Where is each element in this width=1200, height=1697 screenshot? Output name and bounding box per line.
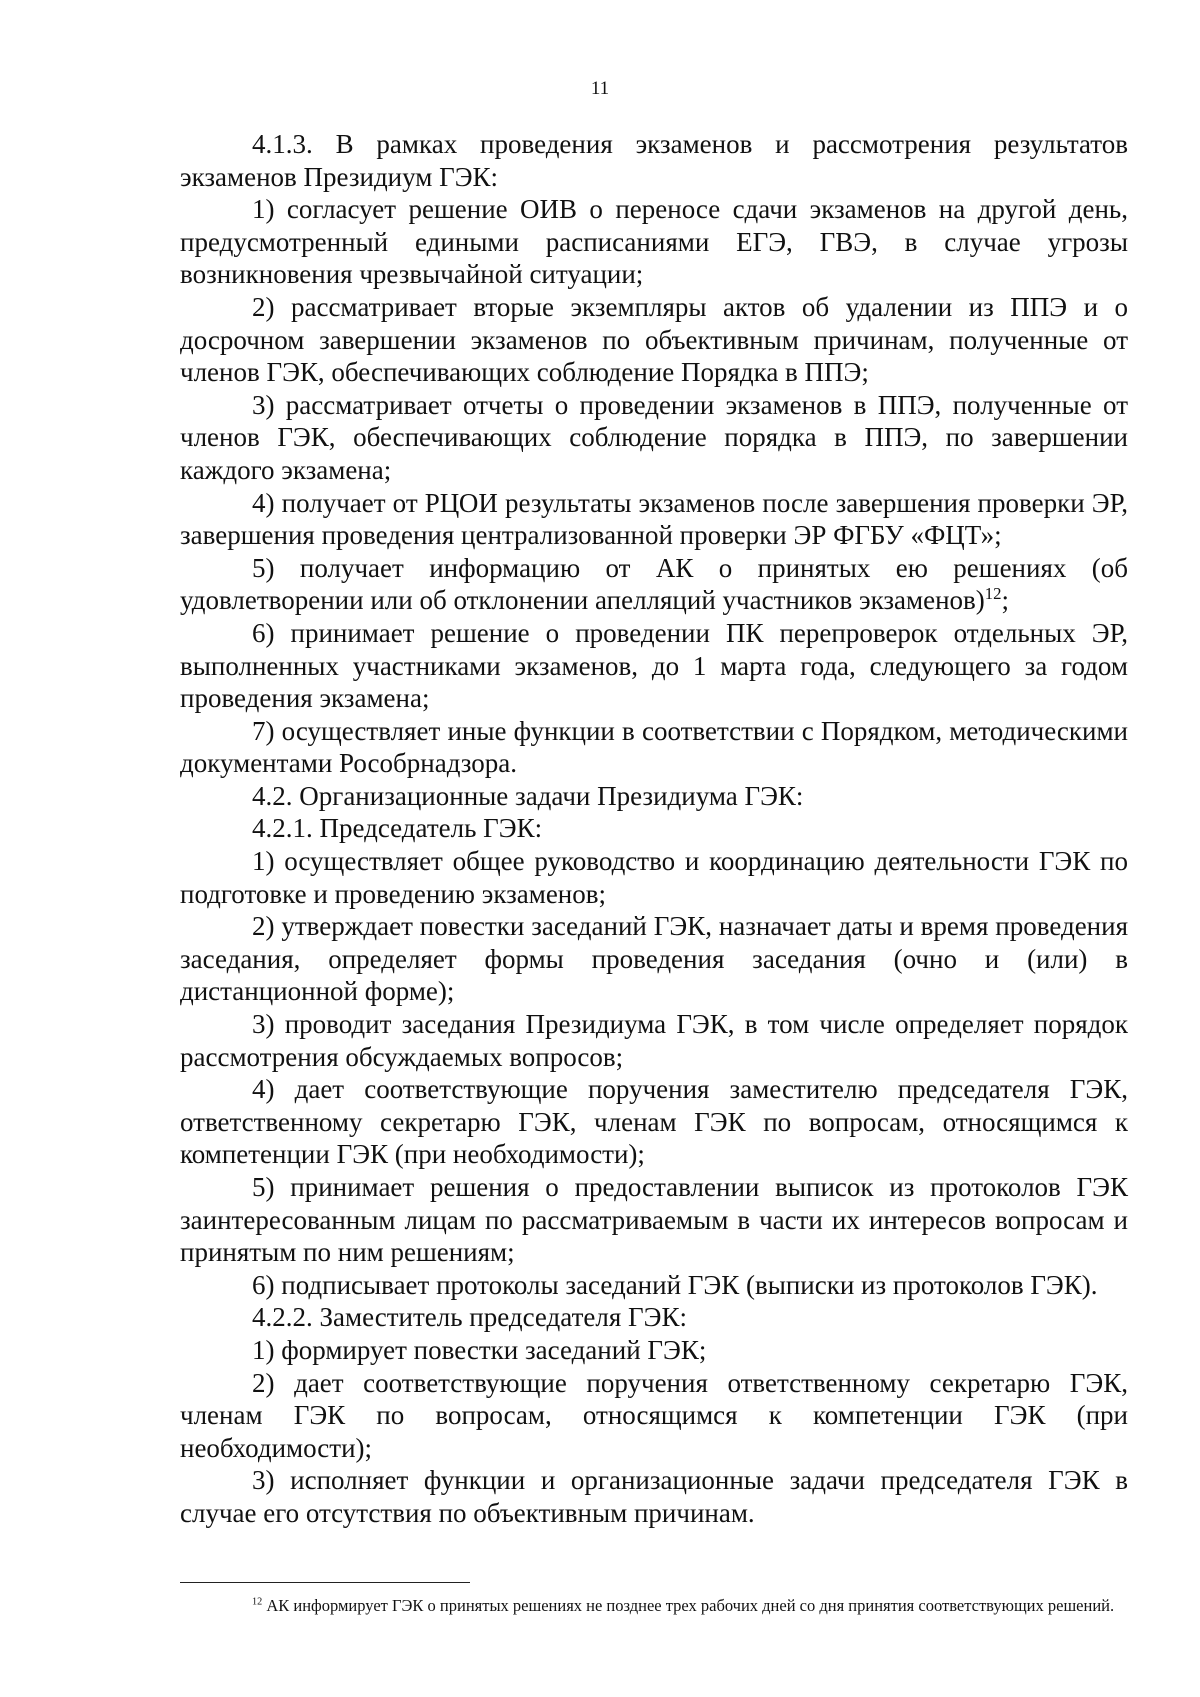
page-number: 11 — [590, 78, 610, 99]
list-item-6: 6) принимает решение о проведении ПК перепроверок отдельных ЭР, выполненных участниками экзаменов, до 1 марта года, следующего за годом проведения экзамена; — [180, 617, 1128, 714]
list-item-7: 7) осуществляет иные функции в соответствии с Порядком, методическими документами Рособрнадзора. — [180, 715, 1128, 779]
footnote-reference: 12 — [984, 584, 1002, 604]
footnote-divider — [180, 1582, 470, 1583]
list-item-5-text: 5) получает информацию от АК о принятых ею решениях (об удовлетворении или об отклонении апелляций участников экзаменов) — [180, 552, 1128, 616]
deputy-duty-1: 1) формирует повестки заседаний ГЭК; — [252, 1334, 707, 1365]
footnote-text: АК информирует ГЭК о принятых решениях не позднее трех рабочих дней со дня принятия соответствующих решений. — [262, 1596, 1115, 1615]
deputy-duty-2: 2) дает соответствующие поручения ответственному секретарю ГЭК, членам ГЭК по вопросам, относящимся к компетенции ГЭК (при необходимости); — [180, 1367, 1128, 1463]
chair-duty-2: 2) утверждает повестки заседаний ГЭК, назначает даты и время проведения заседания, определяет формы проведения заседания (очно и (или) в дистанционной форме); — [180, 911, 1128, 1007]
paragraph-4-1-3: 4.1.3. В рамках проведения экзаменов и рассмотрения результатов экзаменов Президиум ГЭК: — [180, 129, 1128, 192]
chair-duty-3: 3) проводит заседания Президиума ГЭК, в том числе определяет порядок рассмотрения обсуждаемых вопросов; — [180, 1009, 1128, 1072]
footnote — [180, 1596, 1128, 1616]
subsection-heading-4-2-1: 4.2.1. Председатель ГЭК: — [252, 813, 543, 844]
list-item-1: 1) согласует решение ОИВ о переносе сдачи экзаменов на другой день, предусмотренный едиными расписаниями ЕГЭ, ГВЭ, в случае угрозы возникновения чрезвычайной ситуации; — [180, 194, 1128, 290]
list-item-3: 3) рассматривает отчеты о проведении экзаменов в ППЭ, полученные от членов ГЭК, обеспечивающих соблюдение порядка в ППЭ, по завершении каждого экзамена; — [180, 389, 1128, 485]
deputy-duty-3: 3) исполняет функции и организационные задачи председателя ГЭК в случае его отсутствия по объективным причинам. — [180, 1465, 1128, 1528]
list-item-2: 2) рассматривает вторые экземпляры актов об удалении из ППЭ и о досрочном завершении экзаменов по объективным причинам, полученные от членов ГЭК, обеспечивающих соблюдение Порядка в ППЭ; — [180, 291, 1128, 388]
chair-duty-6: 6) подписывает протоколы заседаний ГЭК (выписки из протоколов ГЭК). — [252, 1269, 1098, 1300]
document-body — [180, 128, 1128, 1530]
chair-duty-5: 5) принимает решения о предоставлении выписок из протоколов ГЭК заинтересованным лицам по рассматриваемым в части их интересов вопросам и принятым по ним решениям; — [180, 1172, 1128, 1268]
list-item-5 — [180, 552, 1128, 617]
list-item-4: 4) получает от РЦОИ результаты экзаменов после завершения проверки ЭР, завершения проведения централизованной проверки ЭР ФГБУ «ФЦТ»; — [180, 487, 1128, 551]
section-heading-4-2: 4.2. Организационные задачи Президиума ГЭК: — [252, 780, 804, 811]
subsection-heading-4-2-2: 4.2.2. Заместитель председателя ГЭК: — [252, 1302, 687, 1333]
footnote-marker: 12 — [252, 1596, 263, 1608]
chair-duty-1: 1) осуществляет общее руководство и координацию деятельности ГЭК по подготовке и проведению экзаменов; — [180, 846, 1128, 909]
list-item-5-suffix: ; — [1001, 585, 1010, 616]
chair-duty-4: 4) дает соответствующие поручения заместителю председателя ГЭК, ответственному секретарю ГЭК, членам ГЭК по вопросам, относящимся к компетенции ГЭК (при необходимости); — [180, 1074, 1128, 1170]
